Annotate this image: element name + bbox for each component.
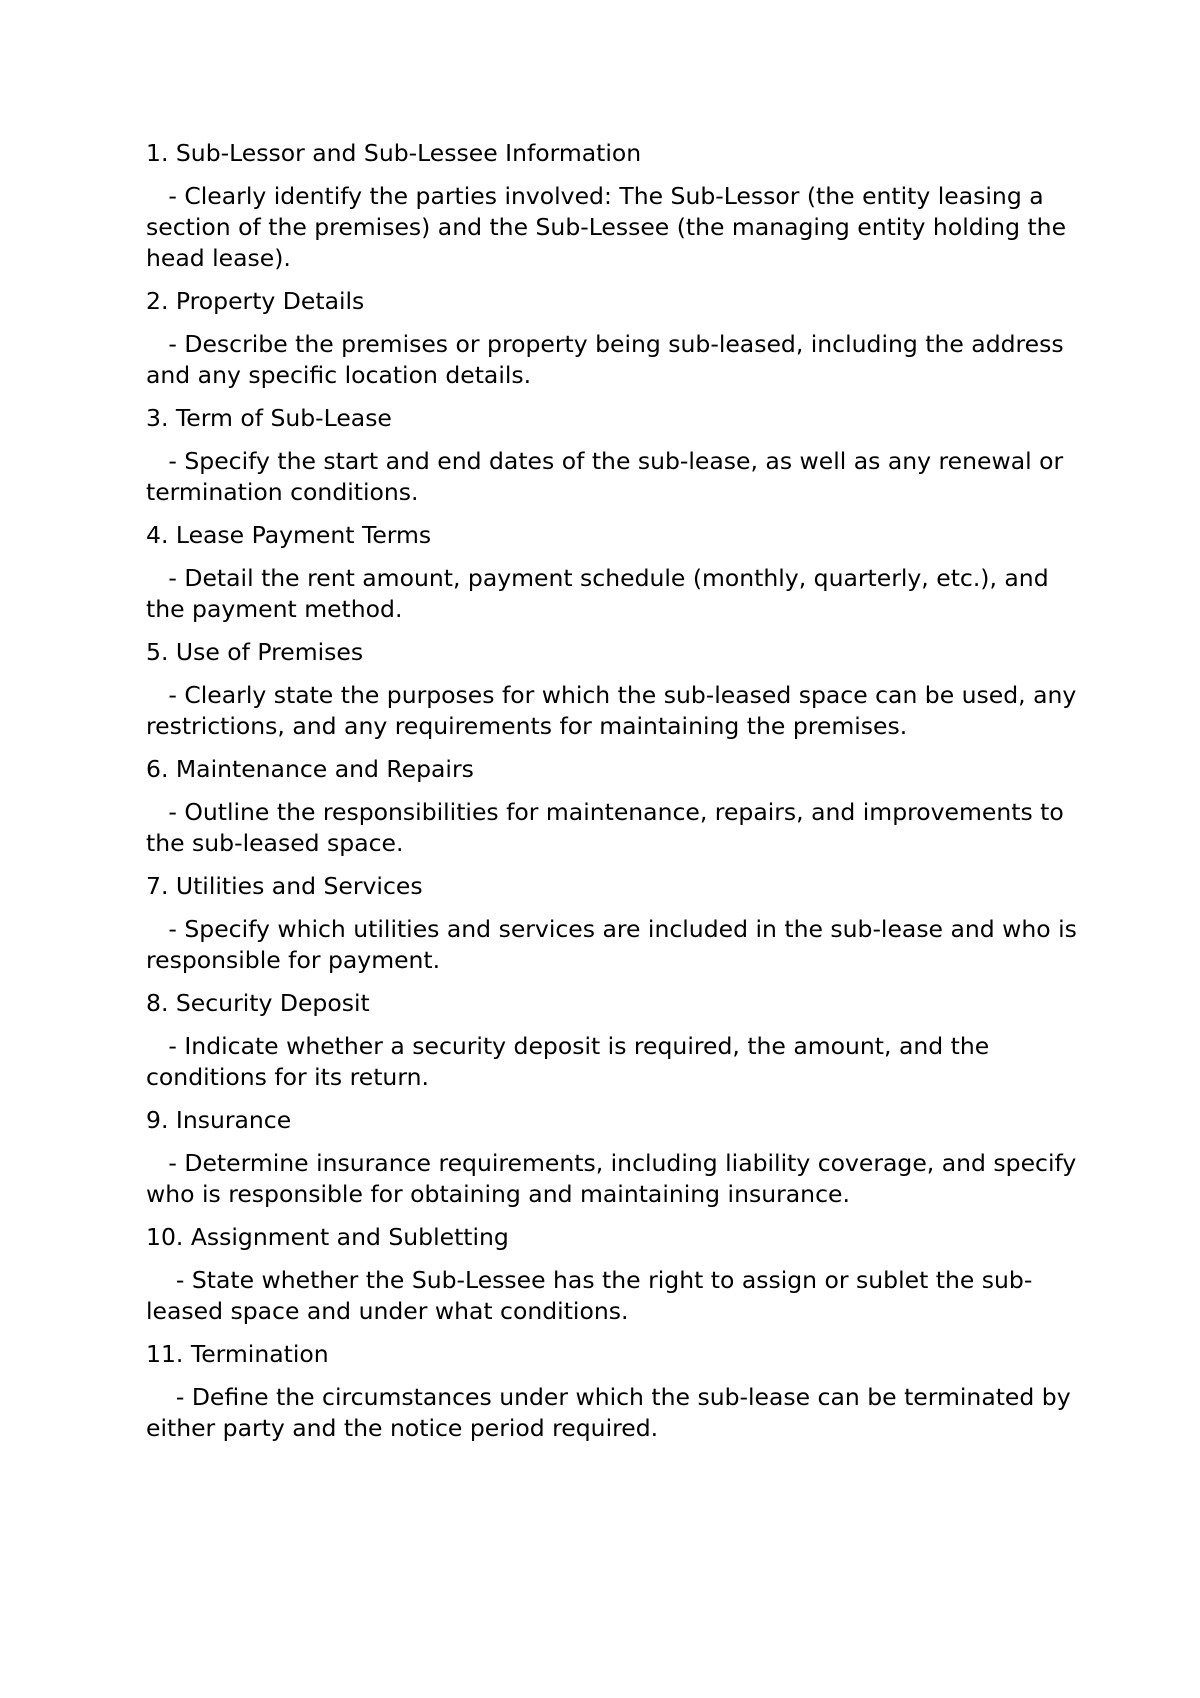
section-heading: 8. Security Deposit: [146, 989, 370, 1017]
section-body: - Specify the start and end dates of the sub-lease, as well as any renewal or termination conditions.: [146, 447, 1071, 506]
section-5: [146, 637, 1086, 742]
section-11: [146, 1339, 1086, 1444]
section-8: [146, 988, 1086, 1093]
section-body: - Indicate whether a security deposit is required, the amount, and the conditions for its return.: [146, 1032, 997, 1091]
section-body: - Detail the rent amount, payment schedule (monthly, quarterly, etc.), and the payment method.: [146, 564, 1057, 623]
section-body: - Clearly identify the parties involved: The Sub-Lessor (the entity leasing a section of the premises) and the Sub-Lessee (the managing entity holding the head lease).: [146, 182, 1074, 272]
section-4: [146, 520, 1086, 625]
section-body: - State whether the Sub-Lessee has the right to assign or sublet the sub-leased space and under what conditions.: [146, 1266, 1033, 1325]
section-7: [146, 871, 1086, 976]
section-10: [146, 1222, 1086, 1327]
section-3: [146, 403, 1086, 508]
section-body: - Define the circumstances under which the sub-lease can be terminated by either party and the notice period required.: [146, 1383, 1079, 1442]
section-heading: 4. Lease Payment Terms: [146, 521, 432, 549]
section-heading: 10. Assignment and Subletting: [146, 1223, 509, 1251]
section-heading: 2. Property Details: [146, 287, 365, 315]
section-body: - Clearly state the purposes for which the sub-leased space can be used, any restrictions, and any requirements for maintaining the premises.: [146, 681, 1084, 740]
section-heading: 3. Term of Sub-Lease: [146, 404, 392, 432]
section-heading: 1. Sub-Lessor and Sub-Lessee Information: [146, 139, 642, 167]
section-1: [146, 138, 1086, 274]
section-heading: 5. Use of Premises: [146, 638, 364, 666]
section-heading: 7. Utilities and Services: [146, 872, 423, 900]
section-2: [146, 286, 1086, 391]
section-6: [146, 754, 1086, 859]
section-body: - Outline the responsibilities for maintenance, repairs, and improvements to the sub-leased space.: [146, 798, 1072, 857]
section-9: [146, 1105, 1086, 1210]
section-heading: 11. Termination: [146, 1340, 329, 1368]
section-body: - Describe the premises or property being sub-leased, including the address and any specific location details.: [146, 330, 1072, 389]
section-heading: 9. Insurance: [146, 1106, 292, 1134]
section-body: - Determine insurance requirements, including liability coverage, and specify who is responsible for obtaining and maintaining insurance.: [146, 1149, 1084, 1208]
section-heading: 6. Maintenance and Repairs: [146, 755, 474, 783]
document-content: [146, 138, 1086, 1456]
section-body: - Specify which utilities and services are included in the sub-lease and who is responsible for payment.: [146, 915, 1085, 974]
